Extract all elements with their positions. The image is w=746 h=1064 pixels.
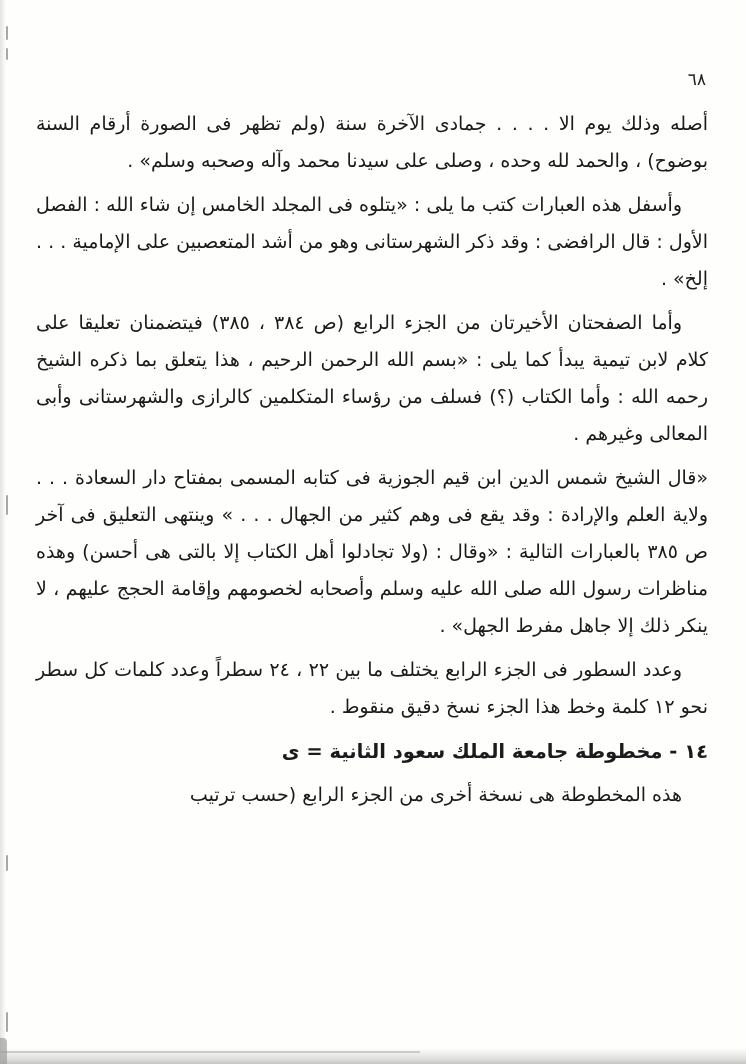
paragraph-continuation: أصله وذلك يوم الا . . . . جمادى الآخرة سنة (ولم تظهر فى الصورة أرقام السنة بوضوح) ، والحمد لله وحده ، وصلى على سيدنا محمد وآله وصحبه وسلم» . [36,113,708,172]
paragraph: وأما الصفحتان الأخيرتان من الجزء الرابع (ص ٣٨٤ ، ٣٨٥) فيتضمنان تعليقا على كلام لابن تيمية يبدأ كما يلى : «بسم الله الرحمن الرحيم ، هذا يتعلق بما ذكره الشيخ رحمه الله : وأما الكتاب (؟) فسلف من رؤساء المتكلمين كالرازى والشهرستانى وأبى المعالى وغيرهم . [36,312,708,445]
scan-artifact [6,1012,8,1032]
scan-corner-mark [0,1038,7,1064]
paragraph: هذه المخطوطة هى نسخة أخرى من الجزء الرابع (حسب ترتيب [189,784,682,806]
paragraph: وعدد السطور فى الجزء الرابع يختلف ما بين ٢٢ ، ٢٤ سطراً وعدد كلمات كل سطر نحو ١٢ كلمة وخط هذا الجزء نسخ دقيق منقوط . [36,659,708,718]
scan-artifact [6,495,8,515]
page-number: ٦٨ [687,70,706,90]
page-text-block [36,106,708,821]
scan-bottom-edge-line [0,1051,420,1053]
paragraph: وأسفل هذه العبارات كتب ما يلى : «يتلوه فى المجلد الخامس إن شاء الله : الفصل الأول : قال الرافضى : وقد ذكر الشهرستانى وهو من أشد المتعصبين على الإمامية . . . إلخ» . [36,194,708,290]
paragraph-quotation: «قال الشيخ شمس الدين ابن قيم الجوزية فى كتابه المسمى بمفتاح دار السعادة . . . ولاية العلم والإرادة : وقد يقع فى وهم كثير من الجهال . . . » وينتهى التعليق فى آخر ص ٣٨٥ بالعبارات التالية : «وقال : (ولا تجادلوا أهل الكتاب إلا بالتى هى أحسن) وهذه مناظرات رسول الله صلى الله عليه وسلم وأصحابه لخصومهم وإقامة الحجج عليهم ، لا ينكر ذلك إلا جاهل مفرط الجهل» . [36,467,708,637]
scan-left-edge-shadow [0,0,6,1064]
scan-artifact [6,48,8,60]
section-heading: ١٤ - مخطوطة جامعة الملك سعود الثانية = ى [281,740,708,763]
scan-artifact [6,26,8,40]
scan-artifact [6,855,8,871]
